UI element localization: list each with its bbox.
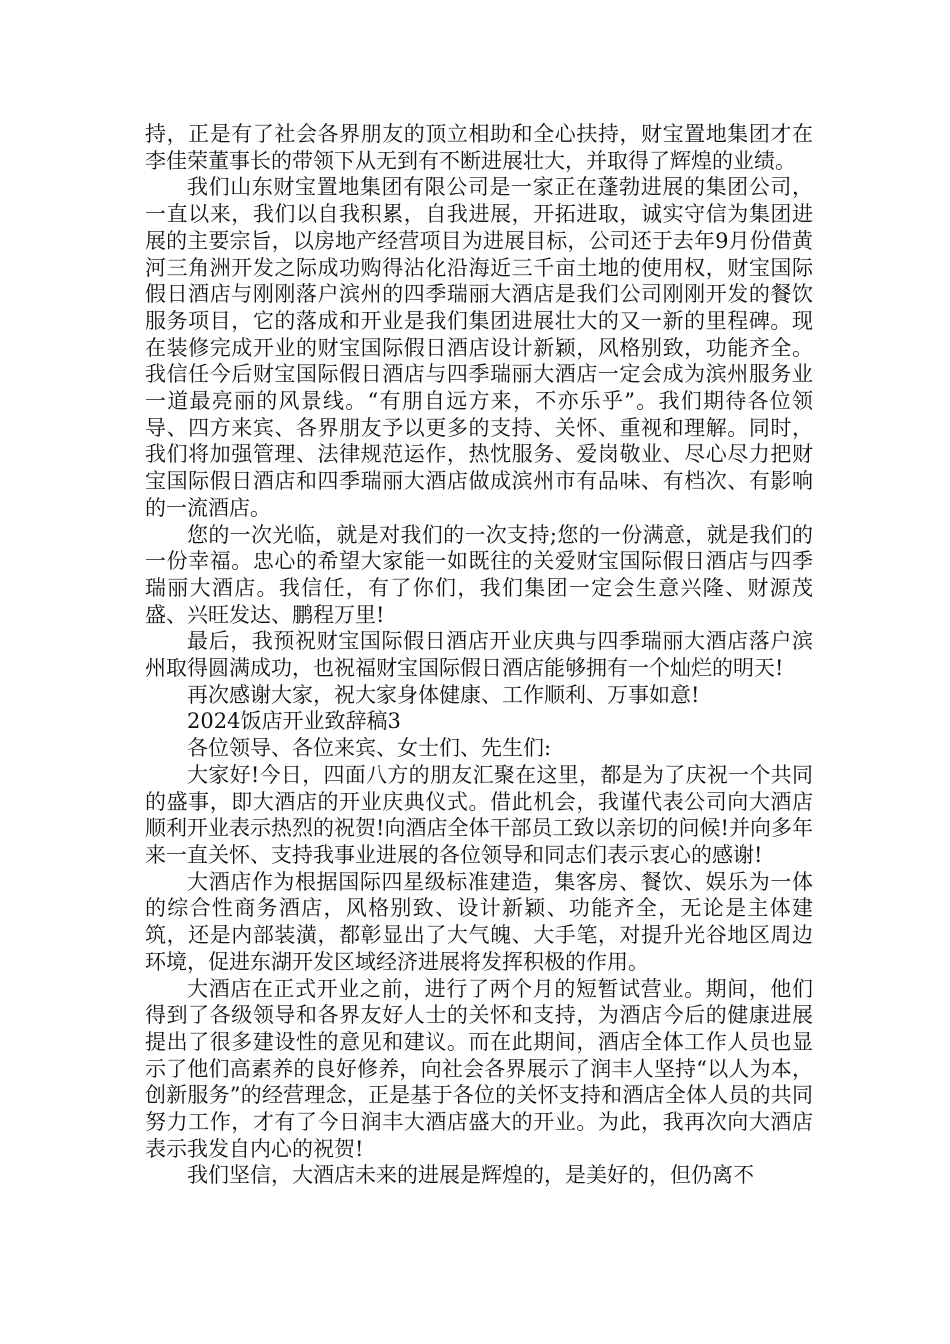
paragraph: 我们坚信，大酒店未来的进展是辉煌的，是美好的，但仍离不 xyxy=(187,1163,754,1188)
document-body xyxy=(145,121,813,1189)
salutation: 各位领导、各位来宾、女士们、先生们: xyxy=(187,736,552,761)
paragraph: 大酒店作为根据国际四星级标准建造，集客房、餐饮、娱乐为一体的综合性商务酒店，风格别致、设计新颖、功能齐全，无论是主体建筑，还是内部装潢，都彰显出了大气魄、大手笔，对提升光谷地区周边环境，促进东湖开发区域经济进展将发挥积极的作用。 xyxy=(145,869,813,974)
paragraph: 最后，我预祝财宝国际假日酒店开业庆典与四季瑞丽大酒店落户滨州取得圆满成功，也祝福财宝国际假日酒店能够拥有一个灿烂的明天! xyxy=(145,629,813,681)
paragraph: 持，正是有了社会各界朋友的顶立相助和全心扶持，财宝置地集团才在李佳荣董事长的带领下从无到有不断进展壮大，并取得了辉煌的业绩。 xyxy=(145,122,813,173)
paragraph: 我们山东财宝置地集团有限公司是一家正在蓬勃进展的集团公司，一直以来，我们以自我积累，自我进展，开拓进取，诚实守信为集团进展的主要宗旨，以房地产经营项目为进展目标，公司还于去年9月份借黄河三角洲开发之际成功购得沾化沿海近三千亩土地的使用权，财宝国际假日酒店与刚刚落户滨州的四季瑞丽大酒店是我们公司刚刚开发的餐饮服务项目，它的落成和开业是我们集团进展壮大的又一新的里程碑。现在装修完成开业的财宝国际假日酒店设计新颖，风格别致，功能齐全。我信任今后财宝国际假日酒店与四季瑞丽大酒店一定会成为滨州服务业一道最亮丽的风景线。“有朋自远方来，不亦乐乎”。我们期待各位领导、四方来宾、各界朋友予以更多的支持、关怀、重视和理解。同时，我们将加强管理、法律规范运作，热忱服务、爱岗敬业、尽心尽力把财宝国际假日酒店和四季瑞丽大酒店做成滨州市有品味、有档次、有影响的一流酒店。 xyxy=(145,175,813,520)
section-heading: 2024饭店开业致辞稿3 xyxy=(187,709,401,734)
paragraph: 您的一次光临，就是对我们的一次支持;您的一份满意，就是我们的一份幸福。忠心的希望大家能一如既往的关爱财宝国际假日酒店与四季瑞丽大酒店。我信任，有了你们，我们集团一定会生意兴隆、财源茂盛、兴旺发达、鹏程万里! xyxy=(145,522,813,627)
paragraph: 大酒店在正式开业之前，进行了两个月的短暂试营业。期间，他们得到了各级领导和各界友好人士的关怀和支持，为酒店今后的健康进展提出了很多建设性的意见和建议。而在此期间，酒店全体工作人员也显示了他们高素养的良好修养，向社会各界展示了润丰人坚持“以人为本，创新服务”的经营理念，正是基于各位的关怀支持和酒店全体人员的共同努力工作，才有了今日润丰大酒店盛大的开业。为此，我再次向大酒店表示我发自内心的祝贺! xyxy=(145,976,813,1161)
paragraph: 再次感谢大家，祝大家身体健康、工作顺利、万事如意! xyxy=(187,682,700,707)
paragraph: 大家好!今日，四面八方的朋友汇聚在这里，都是为了庆祝一个共同的盛事，即大酒店的开业庆典仪式。借此机会，我谨代表公司向大酒店顺利开业表示热烈的祝贺!向酒店全体干部员工致以亲切的问候!并向多年来一直关怀、支持我事业进展的各位领导和同志们表示衷心的感谢! xyxy=(145,762,813,867)
